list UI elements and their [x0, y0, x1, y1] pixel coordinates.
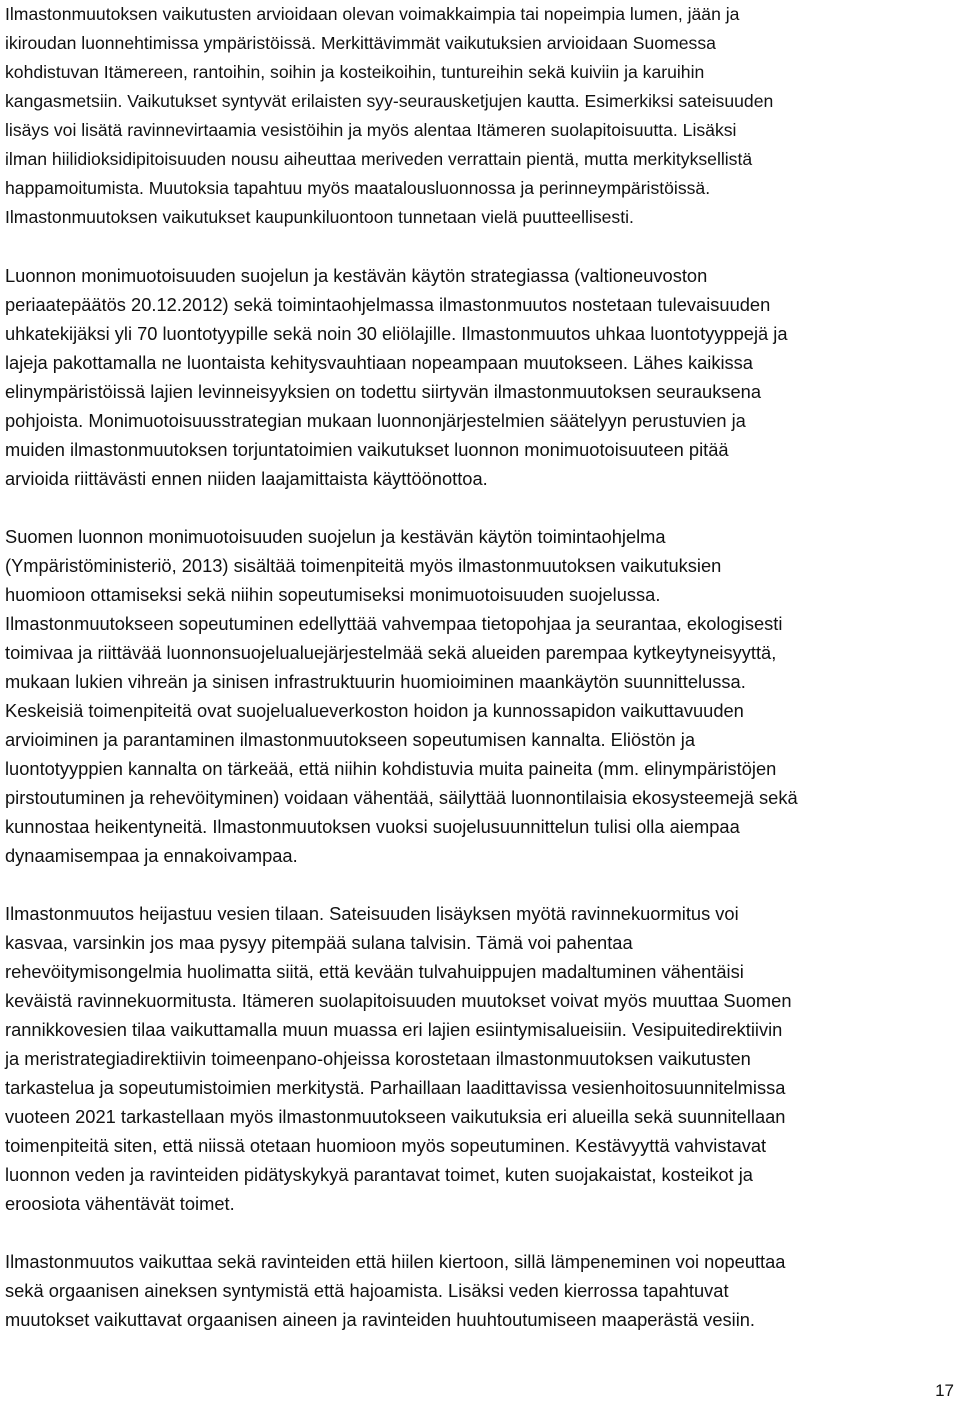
text-line: uhkatekijäksi yli 70 luontotyypille sekä noin 30 eliölajille. Ilmastonmuutos uhkaa luontotyyppejä ja [5, 323, 788, 344]
text-line: rannikkovesien tilaa vaikuttamalla muun muassa eri lajien esiintymisalueisiin. Vesipuitedirektiivin [5, 1019, 783, 1040]
text-line: kohdistuvan Itämereen, rantoihin, soihin ja kosteikoihin, tuntureihin sekä kuiviin ja karuihin [5, 62, 705, 82]
text-line: happamoitumista. Muutoksia tapahtuu myös maatalousluonnossa ja perinneympäristöissä. [5, 178, 711, 198]
text-line: pohjoista. Monimuotoisuusstrategian mukaan luonnonjärjestelmien säätelyyn perustuvien ja [5, 410, 746, 431]
text-line: mukaan lukien vihreän ja sinisen infrastruktuurin huomioiminen maankäytön suunnittelussa. [5, 671, 746, 692]
paragraph-spacer [5, 232, 957, 261]
text-line: rehevöitymisongelmia huolimatta siitä, että kevään tulvahuippujen madaltuminen vähentäisi [5, 961, 744, 982]
text-line: toimivaa ja riittävää luonnonsuojelualuejärjestelmää sekä alueiden parempaa kytkeytyneisyyttä, [5, 642, 777, 663]
text-line: Ilmastonmuutoksen vaikutukset kaupunkiluontoon tunnetaan vielä puutteellisesti. [5, 207, 634, 227]
text-line: elinympäristöissä lajien levinneisyyksien on todettu siirtyvän ilmastonmuutoksen seurauksena [5, 381, 762, 402]
text-line: sekä orgaanisen aineksen syntymistä että hajoamista. Lisäksi veden kierrossa tapahtuvat [5, 1280, 729, 1301]
text-line: toimenpiteitä siten, että niissä otetaan huomioon myös sopeutuminen. Kestävyyttä vahvistavat [5, 1135, 767, 1156]
paragraph-action-programme [5, 522, 957, 870]
paragraph-spacer [5, 493, 957, 522]
text-line: luontotyyppien kannalta on tärkeää, että niihin kohdistuvia muita paineita (mm. elinympäristöjen [5, 758, 777, 779]
text-line: Ilmastonmuutos vaikuttaa sekä ravinteiden että hiilen kiertoon, sillä lämpeneminen voi nopeuttaa [5, 1251, 786, 1272]
text-line: pirstoutuminen ja rehevöityminen) voidaan vähentää, säilyttää luonnontilaisia ekosysteemejä sekä [5, 787, 798, 808]
text-line: (Ympäristöministeriö, 2013) sisältää toimenpiteitä myös ilmastonmuutoksen vaikutuksien [5, 555, 722, 576]
page-number: 17 [935, 1381, 954, 1400]
paragraph-climate-impacts [5, 0, 957, 232]
text-line: lisäys voi lisätä ravinnevirtaamia vesistöihin ja myös alentaa Itämeren suolapitoisuutta. Lisäksi [5, 120, 737, 140]
text-line: kasvaa, varsinkin jos maa pysyy pitempää sulana talvisin. Tämä voi pahentaa [5, 932, 633, 953]
paragraph-spacer [5, 870, 957, 899]
text-line: Ilmastonmuutokseen sopeutuminen edellyttää vahvempaa tietopohjaa ja seurantaa, ekologisesti [5, 613, 783, 634]
text-line: Ilmastonmuutos heijastuu vesien tilaan. Sateisuuden lisäyksen myötä ravinnekuormitus voi [5, 903, 739, 924]
text-line: periaatepäätös 20.12.2012) sekä toimintaohjelmassa ilmastonmuutos nostetaan tulevaisuuden [5, 294, 771, 315]
text-line: Keskeisiä toimenpiteitä ovat suojelualueverkoston hoidon ja kunnossapidon vaikuttavuuden [5, 700, 744, 721]
text-line: muiden ilmastonmuutoksen torjuntatoimien vaikutukset luonnon monimuotoisuuteen pitää [5, 439, 729, 460]
text-line: Suomen luonnon monimuotoisuuden suojelun ja kestävän käytön toimintaohjelma [5, 526, 666, 547]
paragraph-water-status [5, 899, 957, 1218]
paragraph-spacer [5, 1218, 957, 1247]
text-line: keväistä ravinnekuormitusta. Itämeren suolapitoisuuden muutokset voivat myös muuttaa Suomen [5, 990, 792, 1011]
text-line: Luonnon monimuotoisuuden suojelun ja kestävän käytön strategiassa (valtioneuvoston [5, 265, 708, 286]
text-line: kunnostaa heikentyneitä. Ilmastonmuutoksen vuoksi suojelusuunnittelun tulisi olla aiempaa [5, 816, 740, 837]
text-line: kangasmetsiin. Vaikutukset syntyvät erilaisten syy-seurausketjujen kautta. Esimerkiksi sateisuuden [5, 91, 774, 111]
text-line: vuoteen 2021 tarkastellaan myös ilmastonmuutokseen vaikutuksia eri alueilla sekä suunnitellaan [5, 1106, 786, 1127]
paragraph-biodiversity-strategy [5, 261, 957, 493]
text-line: arvioiminen ja parantaminen ilmastonmuutokseen sopeutumisen kannalta. Eliöstön ja [5, 729, 696, 750]
text-line: ja meristrategiadirektiivin toimeenpano-ohjeissa korostetaan ilmastonmuutoksen vaikutusten [5, 1048, 751, 1069]
text-line: lajeja pakottamalla ne luontaista kehitysvauhtiaan nopeampaan muutokseen. Lähes kaikissa [5, 352, 753, 373]
text-line: huomioon ottamiseksi sekä niihin sopeutumiseksi monimuotoisuuden suojelussa. [5, 584, 661, 605]
paragraph-nutrient-cycle [5, 1247, 957, 1334]
text-line: eroosiota vähentävät toimet. [5, 1193, 235, 1214]
text-line: muutokset vaikuttavat orgaanisen aineen ja ravinteiden huuhtoutumiseen maaperästä vesiin. [5, 1309, 755, 1330]
text-line: tarkastelua ja sopeutumistoimien merkitystä. Parhaillaan laadittavissa vesienhoitosuunnitelmissa [5, 1077, 786, 1098]
text-line: ikiroudan luonnehtimissa ympäristöissä. Merkittävimmät vaikutuksien arvioidaan Suomessa [5, 33, 716, 53]
text-line: Ilmastonmuutoksen vaikutusten arvioidaan olevan voimakkaimpia tai nopeimpia lumen, jään ja [5, 4, 740, 24]
text-line: dynaamisempaa ja ennakoivampaa. [5, 845, 298, 866]
text-line: arvioida riittävästi ennen niiden laajamittaista käyttöönottoa. [5, 468, 488, 489]
document-page [5, 0, 957, 1406]
text-line: luonnon veden ja ravinteiden pidätyskykyä parantavat toimet, kuten suojakaistat, kosteikot ja [5, 1164, 753, 1185]
text-line: ilman hiilidioksidipitoisuuden nousu aiheuttaa meriveden verrattain pientä, mutta merkityksellistä [5, 149, 753, 169]
